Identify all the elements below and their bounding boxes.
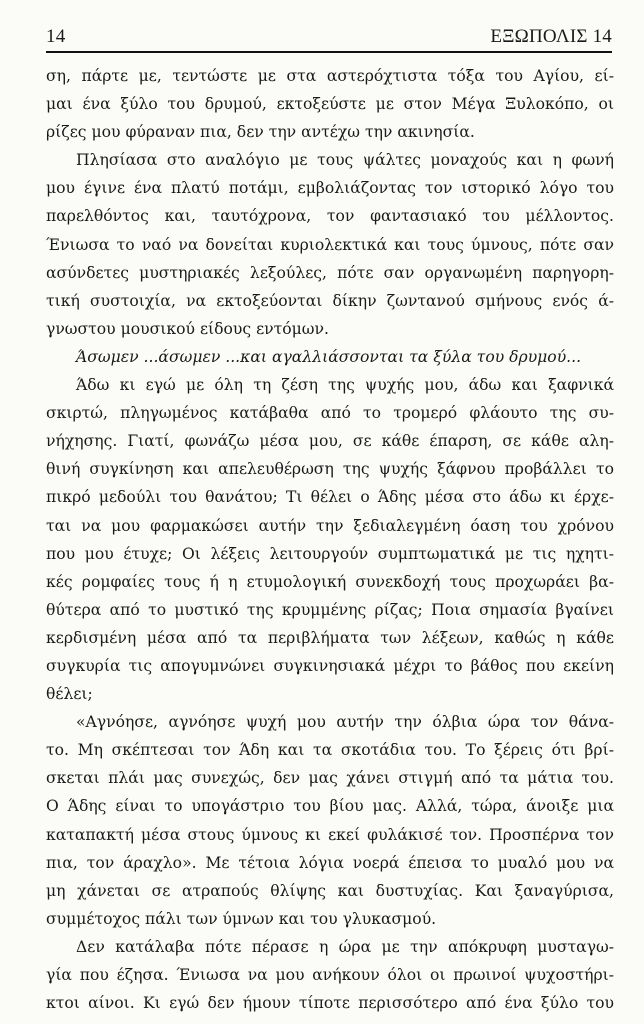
text-line: παρελθόντος και, ταυτόχρονα, τον φαντασιακό του μέλλοντος.: [46, 207, 614, 226]
text-line: μου έγινε ένα πλατύ ποτάμι, εμβολιάζοντας τον ιστορικό λόγο του: [46, 179, 614, 198]
running-header: [46, 22, 612, 53]
text-line: το. Μη σκέπτεσαι τον Άδη και τα σκοτάδια του. Το ξέρεις ότι βρί-: [46, 741, 614, 760]
text-line: ση, πάρτε με, τεντώστε με στα αστερόχτιστα τόξα του Αγίου, εί-: [46, 67, 614, 85]
text-line: Άσωμεν ...άσωμεν ...και αγαλλιάσσονται τα ξύλα του δρυμού...: [76, 347, 582, 366]
body-text: [46, 62, 614, 1017]
text-line: ασύνδετες μυστηριακές λεξούλες, πότε σαν οργανωμένη παρηγορη-: [46, 263, 614, 282]
text-line: συμμέτοχος πάλι των ύμνων και του γλυκασμού.: [46, 909, 437, 928]
text-line: κερδισμένη μέσα από τα περιβλήματα των λέξεων, καθώς η κάθε: [46, 628, 614, 647]
text-line: νήχησης. Γιατί, φωνάζω μέσα μου, σε κάθε έπαρση, σε κάθε αλη-: [46, 432, 614, 451]
text-line: μαι ένα ξύλο του δρυμού, εκτοξεύστε με στον Μέγα Ξυλοκόπο, οι: [46, 95, 614, 114]
text-line: πικρό μεδούλι του θανάτου; Τι θέλει ο Άδης μέσα στο άδω κι έρχε-: [46, 488, 614, 507]
text-line: κτοι αίνοι. Κι εγώ δεν ήμουν τίποτε περισσότερο από ένα ξύλο του: [46, 994, 614, 1013]
text-line: που μου έτυχε; Οι λέξεις λειτουργούν συμπτωματικά με τις ηχητι-: [46, 544, 614, 563]
text-line: γνωστου μουσικού είδους εντόμων.: [46, 319, 329, 338]
text-line: θύτερα από το μυστικό της κρυμμένης ρίζας; Ποια σημασία βγαίνει: [46, 600, 614, 619]
page-number: 14: [46, 26, 66, 47]
text-line: πια, τον άραχλο». Με τέτοια λόγια νοερά έπεισα το μυαλό μου να: [46, 853, 614, 872]
text-line: κές ρομφαίες τους ή η ετυμολογική συνεκδοχή τους προχωράει βα-: [46, 572, 614, 591]
text-line: Άδω κι εγώ με όλη τη ζέση της ψυχής μου, άδω και ξαφνικά: [76, 376, 614, 395]
text-line: «Αγνόησε, αγνόησε ψυχή μου αυτήν την όλβια ώρα τον θάνα-: [76, 713, 614, 732]
text-line: συγκυρία τις απογυμνώνει συγκινησιακά μέχρι το βάθος που εκείνη: [46, 656, 614, 675]
text-line: Ένιωσα το ναό να δονείται κυριολεκτικά και τους ύμνους, πότε σαν: [46, 235, 614, 254]
text-line: Δεν κατάλαβα πότε πέρασε η ώρα με την απόκρυφη μυσταγω-: [76, 937, 614, 956]
text-line: θινή συγκίνηση και απελευθέρωση της ψυχής ξάφνου προβάλλει το: [46, 460, 614, 479]
text-line: ται να μου φαρμακώσει αυτήν την ξεδιαλεγμένη όαση του χρόνου: [46, 516, 614, 535]
text-line: Πλησίασα στο αναλόγιο με τους ψάλτες μοναχούς και η φωνή: [76, 151, 614, 170]
text-line: καταπακτή μέσα στους ύμνους κι εκεί φυλάκισέ τον. Προσπέρνα τον: [46, 825, 614, 844]
text-line: ρίζες μου φύραναν πια, δεν την αντέχω την ακινησία.: [46, 123, 475, 142]
text-line: σκιρτώ, πληγωμένος κατάβαθα από το τρομερό φλάουτο της συ-: [46, 404, 614, 423]
text-line: μη χάνεται σε ατραπούς θλίψης και δυστυχίας. Και ξαναγύρισα,: [46, 881, 614, 900]
text-line: θέλει;: [46, 685, 93, 704]
text-line: τική συστοιχία, να εκτοξεύονται δίκην ζωντανού σμήνους ενός ά-: [46, 291, 614, 310]
text-line: σκεται πλάι μας συνεχώς, δεν μας χάνει στιγμή από τα μάτια του.: [46, 769, 614, 788]
text-line: Ο Άδης είναι το υπογάστριο του βίου μας. Αλλά, τώρα, άνοιξε μια: [46, 797, 614, 816]
text-line: γία που έζησα. Ένιωσα να μου ανήκουν όλοι οι πρωινοί ψυχοστήρι-: [46, 966, 614, 984]
running-title: ΕΞΩΠΟΛΙΣ 14: [490, 26, 612, 47]
